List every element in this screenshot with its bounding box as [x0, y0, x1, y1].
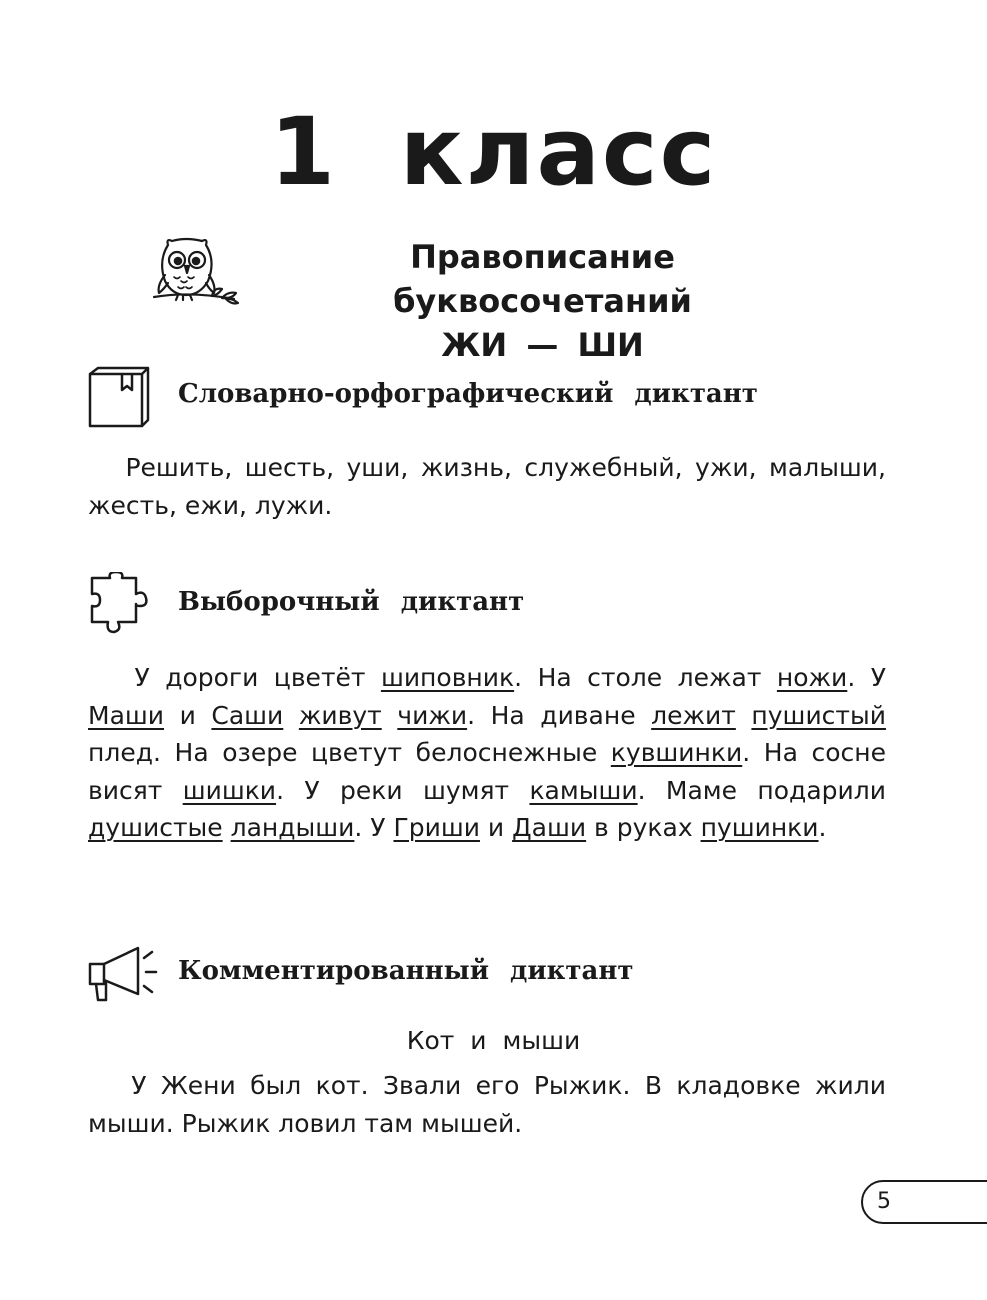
text-fragment: Решить, шесть, уши, жизнь, служебный, ужи, малыши, жесть, ежи, лужи.: [88, 453, 886, 520]
text-fragment: . У: [847, 663, 886, 692]
underlined-word: Маши: [88, 700, 165, 730]
section-title-commented: Комментированный диктант: [178, 956, 634, 986]
underlined-word: Гриши: [393, 813, 480, 842]
text-fragment: [223, 813, 231, 842]
underlined-word: Саши: [211, 700, 284, 730]
text-fragment: и: [479, 813, 513, 842]
underlined-word: лежит: [651, 700, 736, 730]
section-text-selective: [88, 659, 886, 847]
text-fragment: [736, 701, 752, 730]
megaphone-icon: [86, 942, 158, 1004]
underlined-word: кувшинки: [610, 738, 743, 767]
text-fragment: У дороги цветёт: [134, 663, 381, 692]
text-fragment: У Жени был кот. Звали его Рыжик. В кладовке жили мыши. Рыжик ловил там мышей.: [88, 1071, 886, 1138]
underlined-word: пушистый: [751, 700, 886, 730]
underlined-word: душистые: [88, 813, 223, 842]
underlined-word: живут: [298, 700, 382, 730]
text-fragment: . На столе лежат: [514, 663, 777, 692]
owl-icon: [150, 235, 242, 310]
topic-heading: [255, 235, 830, 367]
text-fragment: и: [164, 700, 212, 730]
underlined-word: ландыши: [230, 813, 355, 842]
underlined-word: камыши: [529, 775, 638, 805]
section-title-vocabulary: Словарно-орфографический диктант: [178, 379, 758, 409]
text-fragment: [283, 701, 299, 730]
book-icon: [86, 366, 152, 430]
story-title: Кот и мыши: [406, 1026, 581, 1055]
section-text-commented: [88, 1067, 886, 1142]
text-fragment: . На диване: [467, 700, 652, 730]
text-fragment: . У реки шумят: [276, 775, 530, 805]
underlined-word: ножи: [776, 663, 848, 692]
underlined-word: чижи: [397, 700, 468, 730]
underlined-word: пушинки: [700, 813, 819, 842]
text-fragment: . На сосне висят: [88, 738, 886, 805]
topic-line-1: Правописание буквосочетаний: [393, 238, 692, 320]
section-text-vocabulary: [88, 449, 886, 524]
text-fragment: . Маме подарили: [637, 775, 887, 805]
page-title: 1 класс: [269, 98, 718, 207]
text-fragment: плед. На озере цветут белоснежные: [88, 738, 611, 767]
underlined-word: Даши: [512, 813, 587, 842]
underlined-word: шиповник: [380, 663, 515, 692]
page-number: 5: [877, 1189, 891, 1214]
text-fragment: [382, 701, 398, 730]
topic-line-2: ЖИ — ШИ: [441, 326, 644, 364]
text-fragment: .: [818, 813, 827, 842]
text-fragment: в руках: [586, 813, 701, 842]
text-fragment: . У: [354, 813, 394, 842]
puzzle-icon: [86, 572, 158, 642]
underlined-word: шишки: [182, 775, 277, 805]
section-title-selective: Выборочный диктант: [178, 587, 525, 617]
